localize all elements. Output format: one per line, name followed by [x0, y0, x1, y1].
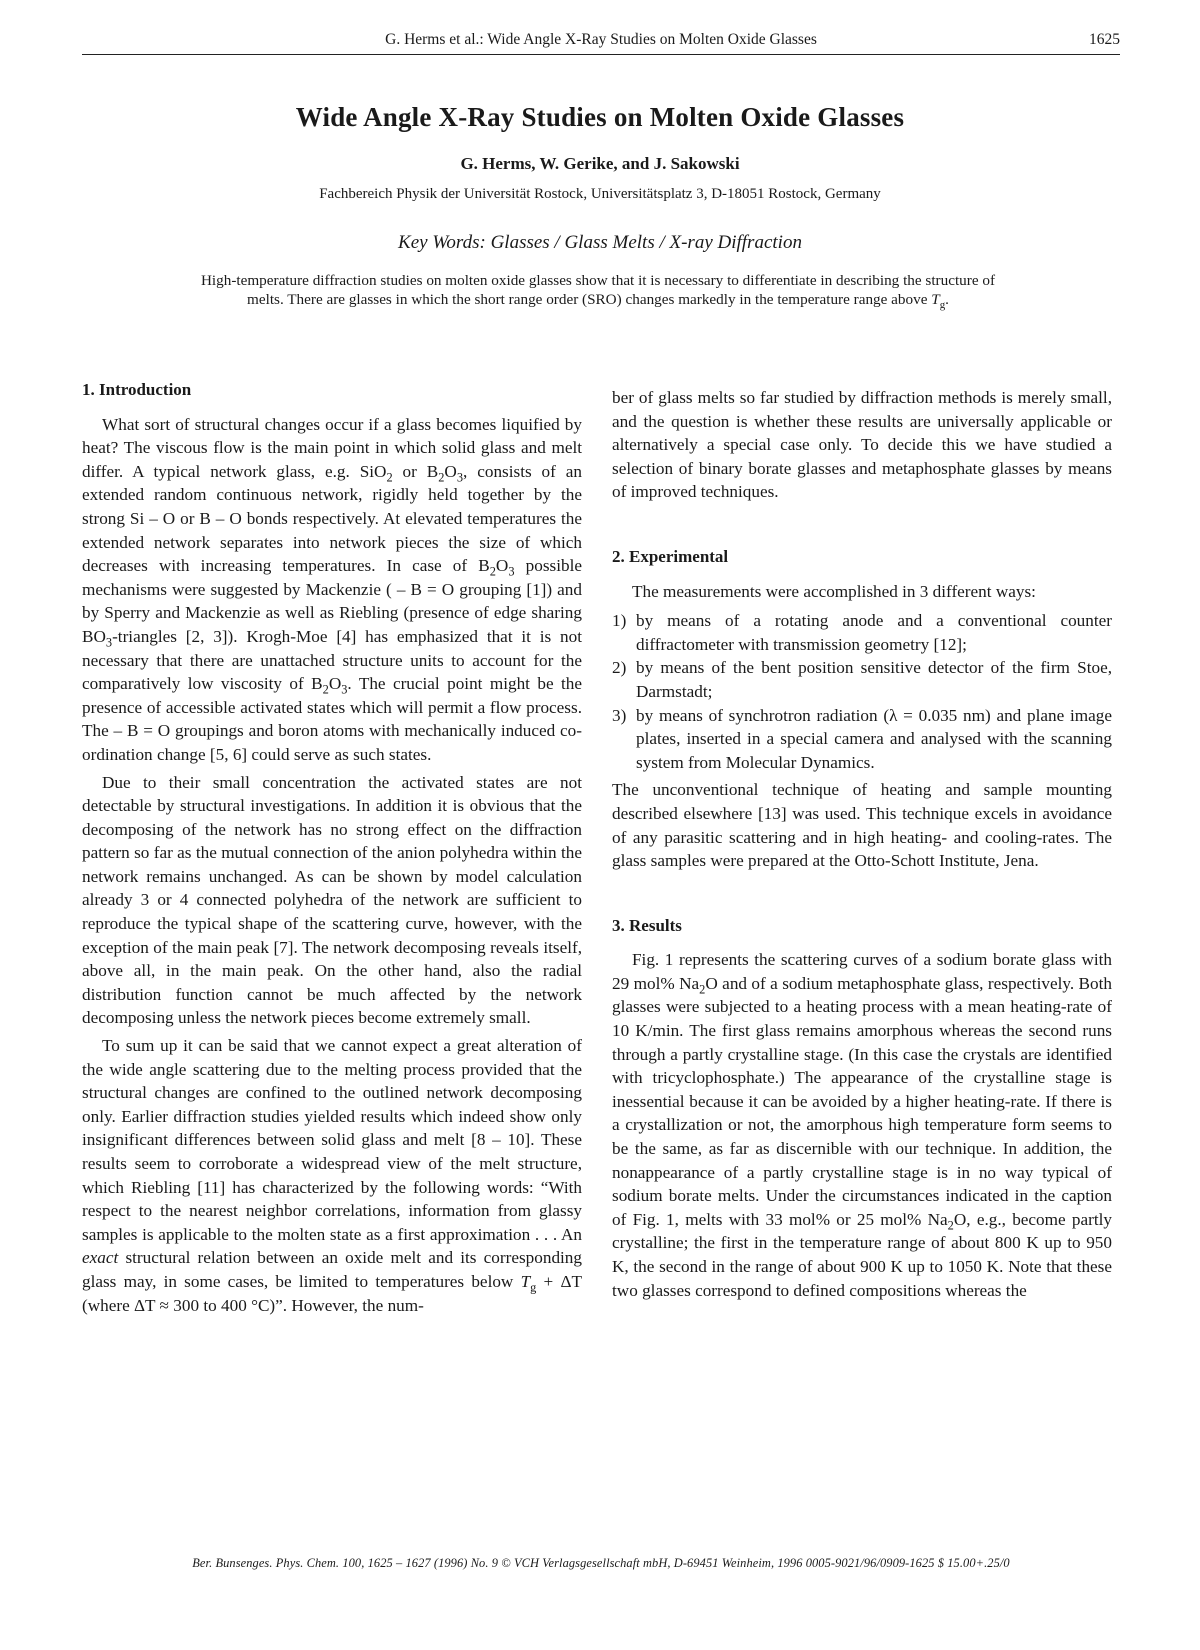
authors: G. Herms, W. Gerike, and J. Sakowski — [460, 154, 740, 173]
abstract-symbol: T — [931, 291, 940, 308]
text-run: + ΔT (where ΔT ≈ 300 to 400 °C)”. However, the num- — [82, 1271, 582, 1315]
left-column — [82, 378, 582, 1317]
subscript: 2 — [947, 1218, 954, 1233]
running-head-title: G. Herms et al.: Wide Angle X-Ray Studies on Molten Oxide Glasses — [385, 31, 817, 48]
subscript: 3 — [341, 682, 348, 697]
results-paragraph-1 — [612, 948, 1112, 1302]
list-item — [612, 704, 1112, 775]
running-head — [82, 28, 1120, 55]
text-run: or B — [392, 461, 439, 481]
subscript: 2 — [699, 982, 706, 997]
subscript: 2 — [438, 470, 445, 485]
text-run: Fig. 1 represents the scattering curves of a sodium borate glass with 29 mol% Na — [612, 950, 1112, 993]
experimental-paragraph-1: The measurements were accomplished in 3 different ways: — [632, 581, 1036, 601]
text-run: What sort of structural changes occur if a glass becomes liquified by heat? The viscous flow is the main point in which solid glass and melt differ. A typical network glass, e.g. SiO — [82, 414, 582, 481]
abstract — [195, 271, 1001, 312]
abstract-end: . — [945, 291, 949, 308]
paper-title: Wide Angle X-Ray Studies on Molten Oxide Glasses — [295, 102, 905, 132]
affiliation: Fachbereich Physik der Universität Rostock, Universitätsplatz 3, D-18051 Rostock, Germany — [319, 186, 881, 202]
journal-footer: Ber. Bunsenges. Phys. Chem. 100, 1625 – 1627 (1996) No. 9 © VCH Verlagsgesellschaft mbH, D-69451 Weinheim, 1996 0005-9021/96/0909-1625 $ 15.00+.25/0 — [192, 1556, 1010, 1570]
list-number: 3) — [612, 705, 627, 725]
subscript: 3 — [508, 564, 515, 579]
list-text: by means of the bent position sensitive detector of the firm Stoe, Darmstadt; — [636, 658, 1112, 701]
symbol-t: T — [520, 1271, 531, 1291]
subscript: 2 — [386, 470, 393, 485]
text-run: O and of a sodium metaphosphate glass, respectively. Both glasses were subjected to a heating process with a mean heating-rate of 10 K/min. The first glass remains amorphous whereas the second runs through a partly crystalline stage. (In this case the crystals are identified with tricyclophosphate.) The appearance of the crystalline stage is inessential because it can be avoided by a higher heating-rate. If there is a crystallization or not, the amorphous high temperature form seems to be the same, as far as discernible with our technique. In addition, the nonappearance of a partly crystalline stage is in no way typical of sodium borate melts. Under the circumstances indicated in the caption of Fig. 1, melts with 33 mol% or 25 mol% Na — [612, 973, 1112, 1229]
subscript: 2 — [489, 564, 496, 579]
keywords: Key Words: Glasses / Glass Melts / X-ray Diffraction — [398, 232, 802, 253]
list-number: 1) — [612, 611, 627, 631]
list-number: 2) — [612, 658, 627, 678]
intro-paragraph-3-continued: ber of glass melts so far studied by diffraction methods is merely small, and the question is whether these results are universally applicable or alternatively a special case only. To decide this we have studied a selection of binary borate glasses and metaphosphate glasses by means of improved techniques. — [612, 388, 1112, 502]
text-run: O — [495, 556, 509, 576]
right-column — [612, 386, 1112, 1302]
page-number: 1625 — [1089, 31, 1120, 48]
text-run: O — [328, 674, 342, 694]
intro-paragraph-1 — [82, 413, 582, 767]
text-run: possible mechanisms were suggested by Mackenzie ( – B = O grouping [1]) and by Sperry and Mackenzie as well as Riebling (presence of edge sharing BO — [82, 556, 582, 646]
text-run: structural relation between an oxide melt and its corresponding glass may, in some cases, be limited to temperatures below — [82, 1248, 582, 1291]
text-run: O — [444, 461, 457, 481]
heading-introduction: 1. Introduction — [82, 380, 192, 399]
text-run: To sum up it can be said that we cannot expect a great alteration of the wide angle scattering due to the melting process provided that the structural changes are confined to the outlined network decomposing only. Earlier diffraction studies yielded results which indeed show only insignificant differences between solid glass and melt [8 – 10]. These results seem to corroborate a widespread view of the melt structure, which Riebling [11] has characterized by the following words: “With respect to the nearest neighbor correlations, information from glassy samples is applicable to the molten state as a first approximation . . . An — [82, 1036, 582, 1244]
heading-experimental: 2. Experimental — [612, 546, 729, 566]
text-run: -triangles [2, 3]). Krogh-Moe [4] has emphasized that it is not necessary that there are unattached structure units to account for the comparatively low viscosity of B — [82, 626, 582, 694]
heading-results: 3. Results — [612, 915, 682, 935]
methods-list — [612, 609, 1112, 774]
list-item — [612, 656, 1112, 703]
subscript: g — [530, 1280, 537, 1295]
abstract-text: High-temperature diffraction studies on molten oxide glasses show that it is necessary to differentiate in describing the structure of melts. There are glasses in which the short range order (SRO) changes markedly in the temperature range above — [200, 272, 996, 308]
intro-paragraph-3 — [82, 1034, 582, 1317]
subscript: 3 — [456, 470, 464, 485]
text-run: . The crucial point might be the presence of accessible activated states which will permit a flow process. The – B = O groupings and boron atoms with mechanically induced co-ordination change [5, 6] could serve as such states. — [82, 674, 582, 764]
list-text: by means of synchrotron radiation (λ = 0.035 nm) and plane image plates, inserted in a special camera and analysed with the scanning system from Molecular Dynamics. — [636, 705, 1112, 772]
text-run: , consists of an extended random continuous network, rigidly held together by the strong Si – O or B – O bonds respectively. At elevated temperatures the extended network separates into network pieces the size of which decreases with increasing temperatures. In case of B — [82, 461, 583, 576]
experimental-paragraph-2: The unconventional technique of heating and sample mounting described elsewhere [13] was used. This technique excels in avoidance of any parasitic scattering and in high heating- and cooling-rates. The glass samples were prepared at the Otto-Schott Institute, Jena. — [612, 780, 1112, 871]
subscript: 3 — [105, 635, 113, 650]
list-text: by means of a rotating anode and a conventional counter diffractometer with transmission geometry [12]; — [636, 611, 1112, 654]
abstract-subscript: g — [939, 299, 946, 312]
subscript: 2 — [322, 682, 329, 697]
list-item — [612, 609, 1112, 656]
italic-exact: exact — [82, 1248, 119, 1268]
text-run: O, e.g., become partly crystalline; the first in the temperature range of about 800 K up to 950 K, the second in the range of about 900 K up to 1050 K. Note that these two glasses correspond to defined compositions whereas the — [612, 1209, 1112, 1300]
intro-paragraph-2: Due to their small concentration the activated states are not detectable by structural investigations. In addition it is obvious that the decomposing of the network has no strong effect on the diffraction pattern so far as the mutual connection of the anion polyhedra within the network remains unchanged. As can be shown by model calculation already 3 or 4 connected polyhedra of the network are sufficient to reproduce the typical shape of the scattering curve, however, with the exception of the main peak [7]. The network decomposing reveals itself, above all, in the main peak. On the other hand, also the radial distribution function cannot be much affected by the network decomposing unless the network pieces become extremely small. — [82, 772, 582, 1028]
